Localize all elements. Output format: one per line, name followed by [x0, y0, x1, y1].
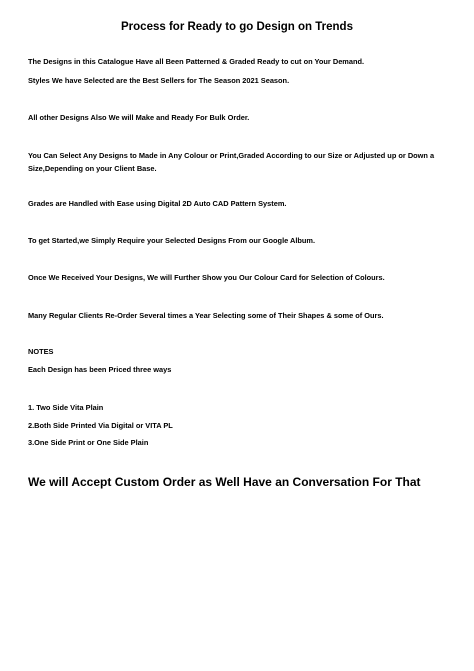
paragraph-select-designs: You Can Select Any Designs to Made in Any Colour or Print,Graded According to our Size or Adjusted up or Down a Size,Depending on your Client Base. [28, 151, 435, 173]
paragraph-grades: Grades are Handled with Ease using Digital 2D Auto CAD Pattern System. [28, 199, 287, 208]
notes-item-2: 2.Both Side Printed Via Digital or VITA PL [28, 421, 173, 430]
notes-item-3: 3.One Side Print or One Side Plain [28, 438, 149, 447]
closing-statement: We will Accept Custom Order as Well Have an Conversation For That [28, 475, 421, 489]
paragraph-bulk-order: All other Designs Also We will Make and Ready For Bulk Order. [28, 113, 250, 122]
notes-heading: NOTES [28, 347, 54, 356]
paragraph-reorder: Many Regular Clients Re-Order Several times a Year Selecting some of Their Shapes & some of Ours. [28, 311, 384, 320]
page-title: Process for Ready to go Design on Trends [121, 21, 353, 33]
paragraph-colour-card: Once We Received Your Designs, We will Further Show you Our Colour Card for Selection of Colours. [28, 273, 385, 282]
notes-intro: Each Design has been Priced three ways [28, 365, 172, 374]
paragraph-best-sellers: Styles We have Selected are the Best Sellers for The Season 2021 Season. [28, 76, 290, 85]
paragraph-get-started: To get Started,we Simply Require your Selected Designs From our Google Album. [28, 236, 316, 245]
notes-item-1: 1. Two Side Vita Plain [28, 403, 104, 412]
paragraph-patterned-graded: The Designs in this Catalogue Have all Been Patterned & Graded Ready to cut on Your Demand. [28, 57, 365, 66]
